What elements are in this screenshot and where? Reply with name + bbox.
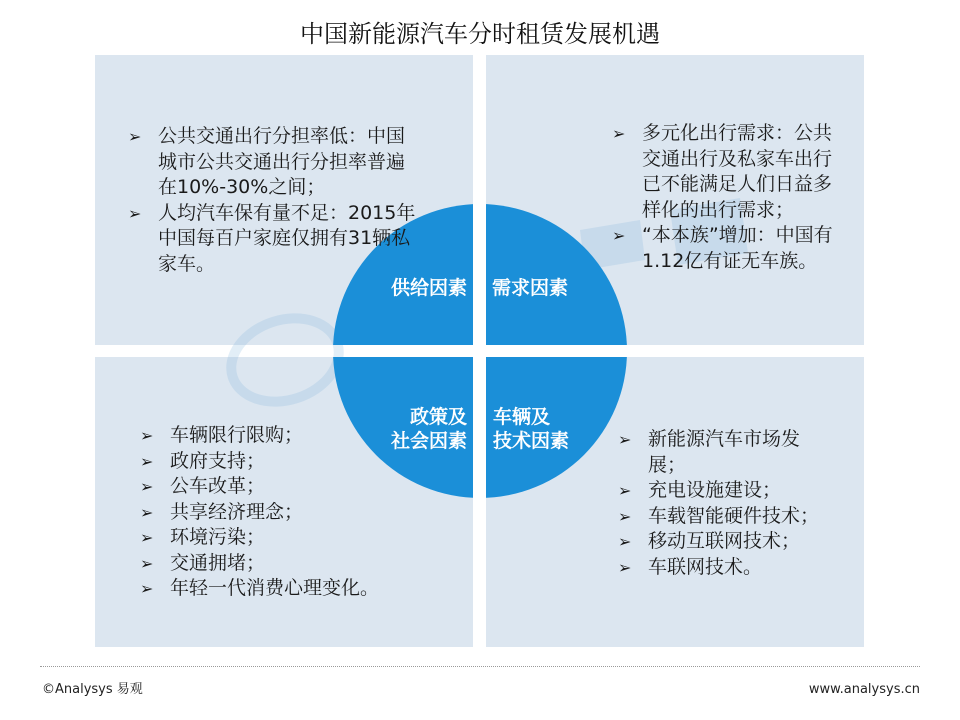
list-item: ➢ 新能源汽车市场发展； — [618, 428, 801, 476]
list-item: ➢ “本本族”增加：中国有1.12亿有证无车族。 — [612, 224, 833, 272]
list-item: ➢ 车辆限行限购； — [140, 423, 410, 449]
arrow-bullet-icon: ➢ — [612, 124, 626, 143]
list-item: ➢ 充电设施建设； — [618, 478, 830, 504]
list-item: ➢ 多元化出行需求：公共交通出行及私家车出行已不能满足人们日益多样化的出行需求； — [612, 122, 833, 221]
label-supply-factors: 供给因素 — [390, 277, 467, 299]
arrow-bullet-icon: ➢ — [140, 579, 154, 598]
list-item: ➢ 车载智能硬件技术； — [618, 504, 830, 530]
label-vehicle-tech-factors: 车辆及 技术因素 — [493, 406, 570, 452]
arrow-bullet-icon: ➢ — [618, 557, 632, 577]
arrow-bullet-icon: ➢ — [140, 553, 154, 573]
arrow-bullet-icon: ➢ — [618, 430, 632, 449]
label-policy-society-factors: 政策及 社会因素 — [390, 406, 467, 452]
list-item: ➢ 人均汽车保有量不足：2015年中国每百户家庭仅拥有31辆私家车。 — [128, 201, 416, 275]
arrow-bullet-icon: ➢ — [140, 451, 154, 471]
footer-url[interactable]: www.analysys.cn — [808, 682, 920, 697]
list-item: ➢ 环境污染； — [140, 525, 410, 551]
arrow-bullet-icon: ➢ — [618, 532, 632, 551]
arrow-bullet-icon: ➢ — [612, 226, 626, 245]
demand-factors-list — [612, 121, 834, 274]
label-demand-factors: 需求因素 — [492, 277, 569, 299]
list-item: ➢ 政府支持； — [140, 449, 410, 475]
list-item: ➢ 共享经济理念； — [140, 500, 410, 526]
policy-society-factors-list — [140, 423, 410, 602]
arrow-bullet-icon: ➢ — [140, 426, 154, 445]
arrow-bullet-icon: ➢ — [618, 506, 632, 526]
arrow-bullet-icon: ➢ — [140, 502, 154, 522]
list-item: ➢ 公车改革； — [140, 474, 410, 500]
arrow-bullet-icon: ➢ — [128, 127, 142, 146]
page-title: 中国新能源汽车分时租赁发展机遇 — [300, 20, 660, 48]
supply-factors-list — [128, 124, 418, 277]
arrow-bullet-icon: ➢ — [140, 528, 154, 547]
arrow-bullet-icon: ➢ — [618, 481, 632, 500]
list-item: ➢ 移动互联网技术； — [618, 529, 830, 555]
arrow-bullet-icon: ➢ — [140, 477, 154, 496]
list-item: ➢ 交通拥堵； — [140, 551, 410, 577]
vehicle-tech-factors-list — [618, 427, 830, 580]
list-item: ➢ 公共交通出行分担率低：中国城市公共交通出行分担率普遍在10%-30%之间； — [128, 125, 406, 198]
footer-copyright: ©Analysys 易观 — [42, 682, 143, 697]
list-item: ➢ 年轻一代消费心理变化。 — [140, 576, 410, 602]
list-item: ➢ 车联网技术。 — [618, 555, 830, 581]
arrow-bullet-icon: ➢ — [128, 203, 142, 223]
footer-divider — [40, 666, 920, 667]
